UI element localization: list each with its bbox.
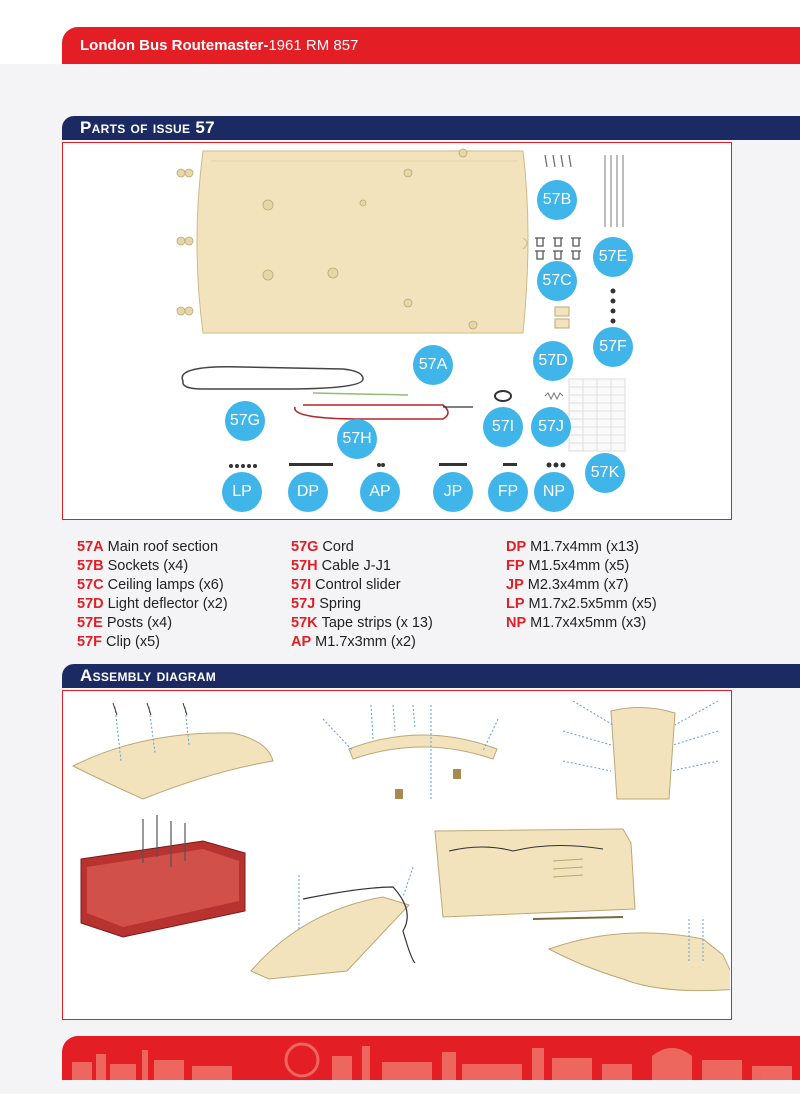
legend-code: AP <box>291 634 312 650</box>
legend-code: LP <box>506 596 525 612</box>
legend-label: Spring <box>319 596 362 612</box>
legend-item <box>506 557 657 576</box>
legend-item <box>506 576 657 595</box>
badge-ap: AP <box>360 472 400 512</box>
legend-code: 57K <box>291 615 318 631</box>
legend-item <box>77 576 228 595</box>
legend-label: M1.5x4mm (x5) <box>528 558 630 574</box>
badge-57d: 57D <box>533 341 573 381</box>
part-57b-sockets <box>545 155 571 167</box>
legend-code: NP <box>506 615 527 631</box>
assembly-step-7 <box>549 919 730 991</box>
badge-fp: FP <box>488 472 528 512</box>
legend-code: 57J <box>291 596 316 612</box>
legend-label: Ceiling lamps (x6) <box>107 577 224 593</box>
legend-code: 57F <box>77 634 102 650</box>
part-57j-spring <box>545 393 563 399</box>
legend-code: 57E <box>77 615 103 631</box>
legend-item <box>77 595 228 614</box>
legend-label: Posts (x4) <box>106 615 173 631</box>
legend-column-1 <box>77 538 228 652</box>
badge-dp: DP <box>288 472 328 512</box>
assembly-step-4 <box>81 815 245 937</box>
screws <box>229 463 566 469</box>
badge-57g: 57G <box>225 401 265 441</box>
legend-code: 57G <box>291 539 319 555</box>
part-57g-cord <box>182 367 363 389</box>
assembly-step-2 <box>323 705 498 801</box>
legend-label: M1.7x4mm (x13) <box>530 539 639 555</box>
legend-column-2 <box>291 538 433 652</box>
assembly-step-1 <box>73 703 273 799</box>
legend-item <box>77 633 228 652</box>
legend-item <box>506 538 657 557</box>
part-57h-cable <box>295 393 473 419</box>
legend-label: Sockets (x4) <box>107 558 189 574</box>
legend-label: Cord <box>322 539 354 555</box>
badge-np: NP <box>534 472 574 512</box>
legend-code: 57D <box>77 596 104 612</box>
legend-label: Light deflector (x2) <box>107 596 228 612</box>
legend-code: FP <box>506 558 525 574</box>
legend-item <box>506 595 657 614</box>
badge-57a: 57A <box>413 345 453 385</box>
parts-frame <box>62 142 732 520</box>
badge-lp: LP <box>222 472 262 512</box>
legend-label: Cable J-J1 <box>321 558 391 574</box>
legend-item <box>77 614 228 633</box>
legend-item <box>291 576 433 595</box>
legend-item <box>291 614 433 633</box>
legend-item <box>77 538 228 557</box>
legend-item <box>291 633 433 652</box>
legend-label: M1.7x2.5x5mm (x5) <box>528 596 657 612</box>
header-bar <box>62 27 800 64</box>
bottom-skyline-band <box>62 1036 800 1080</box>
legend-column-3 <box>506 538 657 633</box>
legend-label: M2.3x4mm (x7) <box>527 577 629 593</box>
legend-item <box>506 614 657 633</box>
part-57e-posts <box>605 155 623 227</box>
assembly-title-text: Assembly diagram <box>80 666 217 685</box>
part-57d-deflector <box>555 307 569 328</box>
legend-label: Main roof section <box>107 539 219 555</box>
legend-code: 57A <box>77 539 104 555</box>
legend-item <box>77 557 228 576</box>
legend-label: Control slider <box>315 577 401 593</box>
skyline-icon <box>62 1036 800 1080</box>
badge-57f: 57F <box>593 327 633 367</box>
part-57i-slider <box>495 391 511 401</box>
badge-57j: 57J <box>531 407 571 447</box>
legend-code: 57B <box>77 558 104 574</box>
legend-label: M1.7x4x5mm (x3) <box>530 615 647 631</box>
badge-57i: 57I <box>483 407 523 447</box>
header-title-rest: 1961 RM 857 <box>268 37 359 54</box>
badge-57e: 57E <box>593 237 633 277</box>
legend-code: 57I <box>291 577 312 593</box>
assembly-step-3 <box>563 701 718 799</box>
parts-illustration <box>63 143 730 518</box>
assembly-section-title <box>62 664 800 688</box>
assembly-illustration <box>63 691 730 1018</box>
legend-code: JP <box>506 577 524 593</box>
part-57k-tape <box>569 379 625 451</box>
badge-57c: 57C <box>537 261 577 301</box>
assembly-frame <box>62 690 732 1020</box>
header-title-bold: London Bus Routemaster- <box>80 37 269 54</box>
legend-code: 57C <box>77 577 104 593</box>
badge-57k: 57K <box>585 453 625 493</box>
parts-section-title <box>62 116 800 140</box>
part-57a-roof <box>177 149 528 333</box>
assembly-step-6 <box>435 829 635 919</box>
parts-title-text: Parts of issue 57 <box>80 118 215 137</box>
part-57c-lamps <box>535 238 581 259</box>
badge-57b: 57B <box>537 180 577 220</box>
legend-label: M1.7x3mm (x2) <box>315 634 416 650</box>
assembly-step-5 <box>251 867 415 979</box>
legend-label: Tape strips (x 13) <box>321 615 433 631</box>
legend-code: DP <box>506 539 527 555</box>
legend-item <box>291 557 433 576</box>
legend-code: 57H <box>291 558 318 574</box>
legend-label: Clip (x5) <box>106 634 160 650</box>
badge-57h: 57H <box>337 419 377 459</box>
legend-item <box>291 595 433 614</box>
legend-item <box>291 538 433 557</box>
badge-jp: JP <box>433 472 473 512</box>
